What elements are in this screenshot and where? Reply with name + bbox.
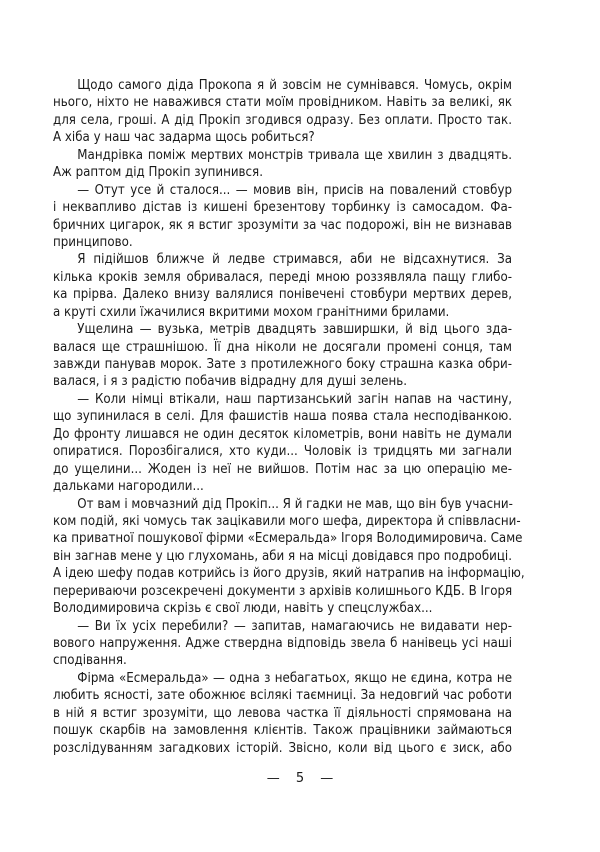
- text-line: ком подій, які чомусь так зацікавили мого шефа, директора й співвласни-: [53, 513, 521, 529]
- page-number-dash-left: —: [266, 771, 280, 786]
- paragraph: [53, 391, 512, 496]
- text-line: завжди панував морок. Зате з протилежного боку страшна казка обри-: [53, 357, 512, 372]
- text-line: перериваючи розсекречені документи з архівів колишнього КДБ. В Ігоря: [53, 583, 513, 599]
- text-line: А ідею шефу подав котрийсь із його друзів, який натрапив на інформацію,: [53, 566, 525, 582]
- paragraph: [53, 496, 525, 618]
- text-line: любить ясності, зате обожнює всілякі таємниці. За недовгий час роботи: [53, 688, 512, 704]
- page-number: 5: [295, 771, 305, 786]
- text-line: ка прірва. Далеко внизу валялися понівечені стовбури мертвих дерев,: [53, 287, 512, 303]
- text-line: А хіба у наш час задарма щось робиться?: [53, 130, 315, 146]
- text-line: — Отут усе й сталося... — мовив він, присів на повалений стовбур: [77, 182, 513, 198]
- paragraph: [53, 77, 512, 147]
- text-line: для села, гроші. А дід Прокіп згодився одразу. Без оплати. Просто так.: [53, 112, 512, 128]
- paragraph: [53, 321, 512, 391]
- text-line: До фронту лишався не один десяток кілометрів, вони навіть не думали: [53, 426, 512, 442]
- paragraph: [53, 670, 512, 757]
- text-line: розслідуванням загадкових історій. Звісно, коли від цього є зиск, або: [53, 740, 512, 756]
- text-line: і неквапливо дістав із кишені брезентову торбинку із самосадом. Фа-: [53, 200, 512, 216]
- text-line: ка приватної пошукової фірми «Есмеральда» Ігоря Володимировича. Саме: [53, 531, 523, 547]
- text-line: Ущелина — вузька, метрів двадцять завширшки, й від цього зда-: [77, 322, 513, 338]
- text-line: валася ще страшнішою. Її дна ніколи не досягали промені сонця, там: [53, 339, 512, 355]
- text-line: сподівання.: [53, 653, 127, 669]
- text-line: дальками нагородили...: [53, 479, 204, 495]
- text-line: нього, ніхто не наважився стати моїм провідником. Навіть за великі, як: [53, 95, 512, 111]
- text-line: — Коли німці втікали, наш партизанський загін напав на частину,: [77, 391, 513, 407]
- text-line: Фірма «Есмеральда» — одна з небагатьох, якщо не єдина, котра не: [77, 670, 513, 686]
- text-line: Володимировича скрізь є свої люди, навіть у спецслужбах...: [53, 601, 433, 617]
- text-line: в ній я встиг зрозуміти, що левова частка її діяльності спрямована на: [53, 705, 512, 721]
- text-line: а круті схили їжачилися вкритими мохом гранітними брилами.: [53, 304, 450, 320]
- text-line: він загнав мене у цю глухомань, аби я на місці довідався про подробиці.: [53, 548, 512, 564]
- text-line: що зупинилася в селі. Для фашистів наша поява стала несподіванкою.: [53, 409, 512, 425]
- text-line: пошук скарбів на замовлення клієнтів. Також працівники займаються: [53, 723, 512, 739]
- text-line: валася, і я з радістю побачив відрадну для душі зелень.: [53, 374, 407, 390]
- text-line: Я підійшов ближче й ледве стримався, аби не відсахнутися. За: [77, 252, 513, 268]
- text-line: до ущелини... Жоден із неї не вийшов. Потім нас за цю операцію ме-: [53, 461, 512, 477]
- text-line: вового напруження. Адже ствердна відповідь звела б нанівець усі наші: [53, 636, 512, 651]
- text-line: Мандрівка поміж мертвих монстрів тривала ще хвилин з двадцять.: [77, 147, 513, 163]
- paragraph: [53, 618, 512, 670]
- page-number-dash-right: —: [320, 771, 334, 786]
- paragraph: [53, 182, 512, 252]
- page-footer: [0, 771, 600, 786]
- body-text: [53, 77, 525, 757]
- paragraph: [53, 251, 512, 321]
- text-line: опиратися. Порозбігалися, хто куди... Чоловік із тридцять ми загнали: [53, 444, 512, 460]
- text-line: кілька кроків земля обривалася, переді мною роззявляла пащу глибо-: [53, 269, 512, 285]
- text-line: Щодо самого діда Прокопа я й зовсім не сумнівався. Чомусь, окрім: [77, 78, 513, 93]
- text-line: принципово.: [53, 234, 133, 250]
- paragraph: [53, 147, 512, 182]
- text-line: бричних цигарок, як я встиг зрозуміти за час подорожі, він не визнавав: [53, 217, 512, 233]
- text-line: — Ви їх усіх перебили? — запитав, намагаючись не видавати нер-: [77, 618, 513, 634]
- text-line: От вам і мовчазний дід Прокіп... Я й гадки не мав, що він був учасни-: [77, 496, 513, 512]
- text-line: Аж раптом дід Прокіп зупинився.: [53, 165, 263, 181]
